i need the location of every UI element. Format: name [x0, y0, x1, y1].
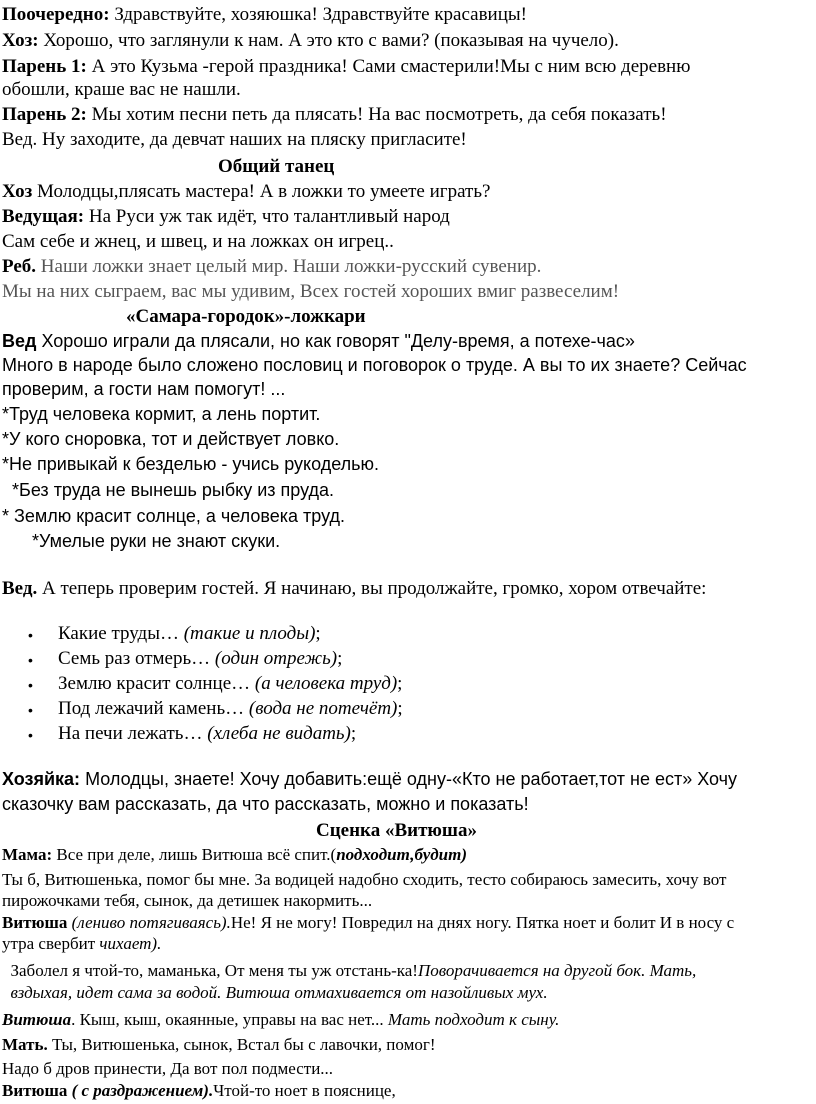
line-text: Не! Я не могу! Повредил на днях ногу. Пятка ноет и болит И в носу с: [230, 913, 735, 932]
line-boy1-cont: [2, 79, 241, 101]
line-mother: [2, 1035, 435, 1055]
line-text: Здравствуйте, хозяюшка! Здравствуйте красавицы!: [109, 4, 527, 25]
speaker-label: Витюша: [2, 1081, 68, 1100]
bullet-icon: •: [28, 727, 33, 743]
proverb-item: *Умелые руки не знают скуки.: [2, 531, 281, 551]
stage-direction: подходит,будит): [336, 845, 468, 864]
heading-common-dance: [218, 156, 334, 178]
line-text: Молодцы, знаете! Хочу добавить:ещё одну-«Кто не работает,тот не ест» Хочу: [80, 769, 738, 789]
bullet-start: Под лежачий камень…: [58, 698, 249, 719]
speaker-label: Хоз: [2, 181, 33, 202]
bullet-answer: (а человека труд): [254, 673, 398, 694]
bullet-answer: (вода не потечёт): [248, 698, 398, 719]
speaker-label: Хоз:: [2, 30, 39, 51]
line-text: Мы на них сыграем, вас мы удивим, Всех гостей хороших вмиг развеселим!: [2, 281, 620, 302]
speaker-label: Реб.: [2, 256, 37, 277]
line-vityusha: [2, 913, 734, 933]
line-hostess-3: [2, 769, 737, 790]
line-hostess-3-cont: [2, 794, 529, 815]
proverb-item: *Не привыкай к безделью - учись рукоделью.: [2, 454, 380, 474]
speaker-label: Вед: [2, 331, 37, 351]
bullet-item: [58, 698, 403, 720]
heading-scene: [316, 820, 477, 842]
line-host-check: [2, 578, 706, 600]
proverb-item: *У кого сноровка, тот и действует ловко.: [2, 429, 340, 449]
bullet-item: [58, 623, 321, 645]
bullet-end: ;: [350, 723, 357, 744]
line-text: Вед. Ну заходите, да девчат наших на пляску пригласите!: [2, 129, 467, 150]
line-text: Хорошо играли да плясали, но как говорят "Делу-время, а потехе-час»: [36, 331, 635, 351]
line-proverbs-intro: [2, 355, 747, 376]
bullet-end: ;: [337, 648, 343, 669]
bullet-icon: •: [28, 702, 33, 718]
line-text: А это Кузьма -герой праздника! Сами смастерили!Мы с ним всю деревню: [86, 56, 691, 77]
bullet-end: ;: [315, 623, 321, 644]
line-vityusha-4: [2, 1081, 396, 1101]
bullet-answer: (такие и плоды): [183, 623, 316, 644]
heading-text: «Самара-городок»-ложкари: [126, 306, 366, 327]
line-mama-cont: [2, 870, 726, 890]
bullet-icon: •: [28, 677, 33, 693]
line-text: Наши ложки знает целый мир. Наши ложки-русский сувенир.: [36, 256, 542, 277]
line-text: Заболел я чтой-то, маманька, От меня ты уж отстань-ка!: [2, 961, 418, 980]
line-text: обошли, краше вас не нашли.: [2, 79, 241, 100]
bullet-icon: •: [28, 627, 33, 643]
speaker-label: Витюша: [2, 1010, 72, 1029]
line-stage-direction: [2, 983, 548, 1003]
stage-direction: вздыхая, идет сама за водой. Витюша отмахивается от назойливых мух.: [2, 983, 548, 1002]
proverb-item: * Землю красит солнце, а человека труд.: [2, 506, 345, 526]
line-text: Мы хотим песни петь да плясать! На вас посмотреть, да себя показать!: [86, 104, 667, 125]
line-text: Молодцы,плясать мастера! А в ложки то умеете играть?: [32, 181, 491, 202]
line-text: На Руси уж так идёт, что талантливый народ: [84, 206, 450, 227]
line-text: пирожочками тебя, сынок, да детишек накормить...: [2, 891, 373, 910]
line-text: Ты, Витюшенька, сынок, Встал бы с лавочки, помог!: [47, 1035, 436, 1054]
heading-spoons: [126, 306, 366, 328]
line-text: сказочку вам рассказать, да что рассказать, можно и показать!: [2, 794, 529, 814]
bullet-start: Семь раз отмерь…: [58, 648, 215, 669]
line-text: Хорошо, что заглянули к нам. А это кто с вами? (показывая на чучело).: [38, 30, 619, 51]
heading-text: Общий танец: [218, 156, 335, 177]
bullet-start: Землю красит солнце…: [58, 673, 255, 694]
line-vityusha-2: [2, 961, 696, 981]
line-presenter-cont: [2, 231, 394, 253]
line-text: утра свербит: [2, 934, 100, 953]
line-vityusha-3: [2, 1010, 559, 1030]
line-greeting: [2, 4, 527, 26]
line-text: Сам себе и жнец, и швец, и на ложках он игрец..: [2, 231, 394, 252]
line-host-invite: [2, 129, 467, 151]
speaker-label: Парень 2:: [2, 104, 87, 125]
bullet-answer: (хлеба не видать): [207, 723, 351, 744]
line-mama-cont2: [2, 891, 372, 911]
bullet-start: На печи лежать…: [58, 723, 208, 744]
bullet-item: [58, 723, 356, 745]
line-text: Надо б дров принести, Да вот пол подмести...: [2, 1059, 334, 1078]
speaker-label: Поочередно:: [2, 4, 110, 25]
line-hostess-1: [2, 30, 619, 52]
speaker-label: Мама:: [2, 845, 53, 864]
bullet-icon: •: [28, 652, 33, 668]
speaker-label: Мать.: [2, 1035, 48, 1054]
speaker-label: Вед.: [2, 578, 38, 599]
speaker-label: Хозяйка:: [2, 769, 81, 789]
stage-direction: Мать подходит к сыну.: [387, 1010, 560, 1029]
line-hostess-2: [2, 181, 490, 203]
stage-direction: (лениво потягиваясь).: [67, 913, 231, 932]
proverb-item: *Труд человека кормит, а лень портит.: [2, 404, 321, 424]
bullet-answer: (один отрежь): [214, 648, 338, 669]
line-presenter: [2, 206, 450, 228]
line-mama: [2, 845, 467, 865]
bullet-item: [58, 648, 342, 670]
line-child: [2, 256, 541, 278]
line-boy1: [2, 56, 690, 78]
bullet-end: ;: [397, 673, 403, 694]
speaker-label: Витюша: [2, 913, 68, 932]
line-text: проверим, а гости нам помогут! ...: [2, 379, 286, 399]
line-text: . Кыш, кыш, окаянные, управы на вас нет...: [71, 1010, 388, 1029]
line-text: А теперь проверим гостей. Я начинаю, вы продолжайте, громко, хором отвечайте:: [37, 578, 707, 599]
line-mother-cont: [2, 1059, 333, 1079]
line-text: Чтой-то ноет в пояснице,: [213, 1081, 396, 1100]
bullet-item: [58, 673, 402, 695]
speaker-label: Парень 1:: [2, 56, 87, 77]
heading-text: Сценка «Витюша»: [316, 820, 477, 841]
stage-direction: Поворачивается на другой бок. Мать,: [417, 961, 697, 980]
bullet-end: ;: [397, 698, 403, 719]
line-boy2: [2, 104, 667, 126]
line-child-cont: [2, 281, 619, 303]
proverb-item: *Без труда не вынешь рыбку из пруда.: [2, 480, 334, 500]
line-vityusha-cont: [2, 934, 161, 954]
stage-direction: ( с раздражением).: [67, 1081, 214, 1100]
line-host-proverbs: [2, 331, 635, 352]
line-text: Ты б, Витюшенька, помог бы мне. За водицей надобно сходить, тесто собираюсь замесить, хочу вот: [2, 870, 727, 889]
line-proverbs-intro-cont: [2, 379, 285, 400]
speaker-label: Ведущая:: [2, 206, 85, 227]
stage-direction: чихает).: [99, 934, 162, 953]
line-text: Много в народе было сложено пословиц и поговорок о труде. А вы то их знаете? Сейчас: [2, 355, 747, 375]
line-text: Все при деле, лишь Витюша всё спит.(: [52, 845, 337, 864]
bullet-start: Какие труды…: [58, 623, 184, 644]
